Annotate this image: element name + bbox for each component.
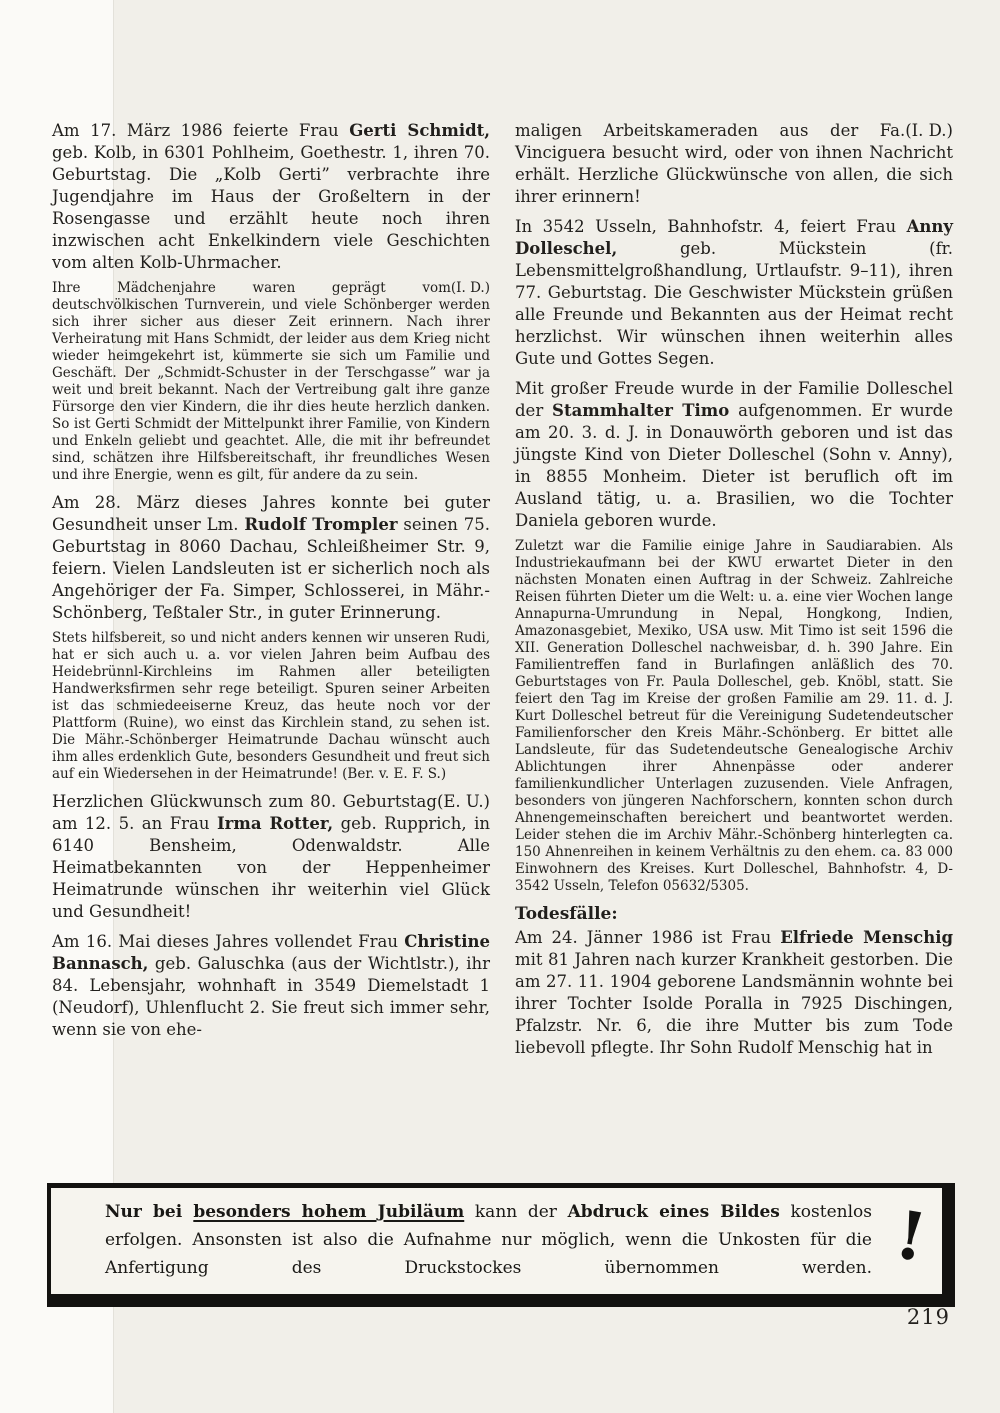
left-text-column	[52, 120, 490, 1049]
right-text-column	[515, 120, 953, 1067]
article-paragraph	[52, 120, 490, 274]
article-paragraph	[52, 931, 490, 1041]
text-run: In 3542 Usseln, Bahnhofstr. 4, feiert Frau	[515, 217, 907, 236]
text-run: Herzlichen Glückwunsch zum 80. Geburtstag am 12. 5. an Frau	[52, 792, 437, 833]
text-run: kann der	[464, 1202, 568, 1222]
text-run: Zuletzt war die Familie einige Jahre in Saudiarabien. Als Industriekaufmann bei der KWU erwartet Dieter in den nächsten Monaten einen Auftrag in der Schweiz. Zahlreiche Reisen führten Dieter um die Welt: u. a. eine vier Wochen lange Annapurna-Umrundung in Nepal, Hongkong, Indien, Amazonasgebiet, Mexiko, USA usw. Mit Timo ist seit 1596 die XII. Generation Dolleschel nachweisbar, d. h. 390 Jahre. Ein Familientreffen fand in Burlafingen anläßlich des 70. Geburtstages von Fr. Paula Dolleschel, geb. Knöbl, statt. Sie feiert den Tag im Kreise der großen Familie am 29. 11. d. J. Kurt Dolleschel betreut für die Vereinigung Sudetendeutscher Familienforscher den Kreis Mähr.-Schönberg. Er bittet alle Landsleute, für das Sudetendeutsche Genealogische Archiv Ablichtungen ihrer Ahnenpässe oder anderer familienkundlicher Unterlagen zuzusenden. Viele Anfragen, besonders von jüngeren Nachforschern, konnten schon durch Ahnengemeinschaften bereichert und beantwortet werden. Leider stehen die im Archiv Mähr.-Schönberg hinterlegten ca. 150 Ahnenreihen in keinem Verhältnis zu den ehem. ca. 83 000 Einwohnern des Kreises. Kurt Dolleschel, Bahnhofstr. 4, D-3542 Usseln, Telefon 05632/5305.	[515, 538, 953, 894]
text-run: Ihre Mädchenjahre waren geprägt vom deutschvölkischen Turnverein, und viele Schönberger werden sich ihrer sicher aus dieser Zeit erinnern. Nach ihrer Verheiratung mit Hans Schmidt, der leider aus dem Krieg nicht wieder heimgekehrt ist, kümmerte sie sich um Familie und Geschäft. Der „Schmidt-Schuster in der Terschgasse” war ja weit und breit bekannt. Nach der Vertreibung galt ihre ganze Fürsorge den vier Kindern, die ihr dies heute herzlich danken. So ist Gerti Schmidt der Mittelpunkt ihrer Familie, von Kindern und Enkeln geliebt und geachtet. Alle, die mit ihr befreundet sind, schätzen ihre Hilfsbereitschaft, ihr freundliches Wesen und ihre Energie, wenn es gilt, für andere da zu sein.	[52, 280, 490, 483]
article-paragraph	[515, 216, 953, 370]
text-run: Am 24. Jänner 1986 ist Frau	[515, 928, 781, 947]
text-run: Am 28. März dieses Jahres konnte bei guter Gesundheit unser Lm.	[52, 493, 490, 534]
text-run: Stets hilfsbereit, so und nicht anders kennen wir unseren Rudi, hat er sich auch u. a. vor vielen Jahren beim Aufbau des Heidebrünnl-Kirchleins im Rahmen aller beteiligten Handwerksfirmen sehr rege beteiligt. Spuren seiner Arbeiten ist das schmiedeeiserne Kreuz, das heute noch vor der Plattform (Ruine), wo einst das Kirchlein stand, zu sehen ist. Die Mähr.-Schönberger Heimatrunde Dachau wünscht auch ihm alles erdenklich Gute, besonders Gesundheit und freut sich auf ein Wiedersehen in der Heimatrunde! (Ber. v. E. F. S.)	[52, 630, 490, 782]
text-run: Am 17. März 1986 feierte Frau	[52, 121, 350, 140]
text-run: mit 81 Jahren nach kurzer Krankheit gestorben. Die am 27. 11. 1904 geborene Landsmännin wohnte bei ihrer Tochter Isolde Poralla in 7925 Dischingen, Pfalzstr. Nr. 6, die ihre Mutter bis zum Tode liebevoll pflegte. Ihr Sohn Rudolf Menschig hat in	[515, 950, 953, 1057]
emphasized-text: Gerti Schmidt,	[349, 121, 490, 140]
author-initials: (E. U.)	[436, 792, 490, 811]
text-run: geb. Rupprich, in 6140 Bensheim, Odenwaldstr. Alle Heimatbekannten von der Heppenheimer Heimatrunde wünschen ihr weiterhin viel Glück und Gesundheit!	[52, 814, 490, 921]
emphasized-text: Abdruck eines Bildes	[567, 1202, 780, 1222]
emphasized-text: Christine Bannasch,	[52, 932, 490, 973]
article-paragraph	[52, 630, 490, 783]
article-paragraph	[515, 120, 953, 208]
article-paragraph	[515, 538, 953, 895]
article-paragraph	[52, 791, 490, 923]
text-run: geb. Kolb, in 6301 Pohlheim, Goethestr. 1, ihren 70. Geburtstag. Die „Kolb Gerti” verbrachte ihre Jugendjahre im Haus der Großeltern in der Rosengasse und erzählt heute noch ihren inzwischen acht Enkelkindern viele Geschichten vom alten Kolb-Uhrmacher.	[52, 143, 490, 272]
text-run: Am 16. Mai dieses Jahres vollendet Frau	[52, 932, 405, 951]
article-paragraph	[515, 378, 953, 532]
text-run: aufgenommen. Er wurde am 20. 3. d. J. in Donauwörth geboren und ist das jüngste Kind von Dieter Dolleschel (Sohn v. Anny), in 8855 Monheim. Dieter ist beruflich oft im Ausland tätig, u. a. Brasilien, wo die Tochter Daniela geboren wurde.	[515, 401, 953, 530]
emphasized-text: Irma Rotter,	[216, 814, 334, 833]
notice-box	[47, 1183, 955, 1307]
section-heading	[515, 903, 953, 925]
emphasized-text: Stammhalter Timo	[552, 401, 730, 420]
article-paragraph	[52, 492, 490, 624]
text-run: geb. Galuschka (aus der Wichtlstr.), ihr 84. Lebensjahr, wohnhaft in 3549 Diemelstadt 1 (Neudorf), Uhlenflucht 2. Sie freut sich immer sehr, wenn sie von ehe-	[52, 954, 490, 1039]
article-paragraph	[515, 927, 953, 1059]
text-run: Mit großer Freude wurde in der Familie Dolleschel der	[515, 379, 953, 420]
emphasized-text: Rudolf Trompler	[244, 515, 398, 534]
text-run: maligen Arbeitskameraden aus der Fa. Vinciguera besucht wird, oder von ihnen Nachricht erhält. Herzliche Glückwünsche von allen, die sich ihrer erinnern!	[515, 121, 953, 206]
author-initials: (I. D.)	[905, 121, 953, 140]
text-run: seinen 75. Geburtstag in 8060 Dachau, Schleißheimer Str. 9, feiern. Vielen Landsleuten ist er sicherlich noch als Angehöriger der Fa. Simper, Schlosserei, in Mähr.-Schönberg, Teßtaler Str., in guter Erinnerung.	[52, 515, 490, 622]
emphasized-text: Nur bei	[105, 1202, 194, 1222]
text-run: geb. Mückstein (fr. Lebensmittelgroßhandlung, Urtlaufstr. 9–11), ihren 77. Geburtstag. Die Geschwister Mückstein grüßen alle Freunde und Bekannten aus der Heimat recht herzlichst. Wir wünschen ihnen weiterhin alles Gute und Gottes Segen.	[515, 239, 953, 368]
emphasized-text: Elfriede Menschig	[780, 928, 954, 947]
exclamation-mark-icon: !	[889, 1195, 932, 1277]
emphasized-text: besonders hohem Jubiläum	[193, 1202, 465, 1222]
text-run: kostenlos erfolgen. Ansonsten ist also die Aufnahme nur möglich, wenn die Unkosten für die Anfertigung des Druckstockes übernommen werden.	[105, 1202, 872, 1278]
emphasized-text: Anny Dolleschel,	[515, 217, 953, 258]
page-number: 219	[906, 1305, 950, 1329]
article-paragraph	[52, 280, 490, 484]
text-run: Todesfälle:	[515, 904, 618, 924]
author-initials: (I. D.)	[450, 280, 490, 296]
notice-text	[51, 1188, 878, 1294]
